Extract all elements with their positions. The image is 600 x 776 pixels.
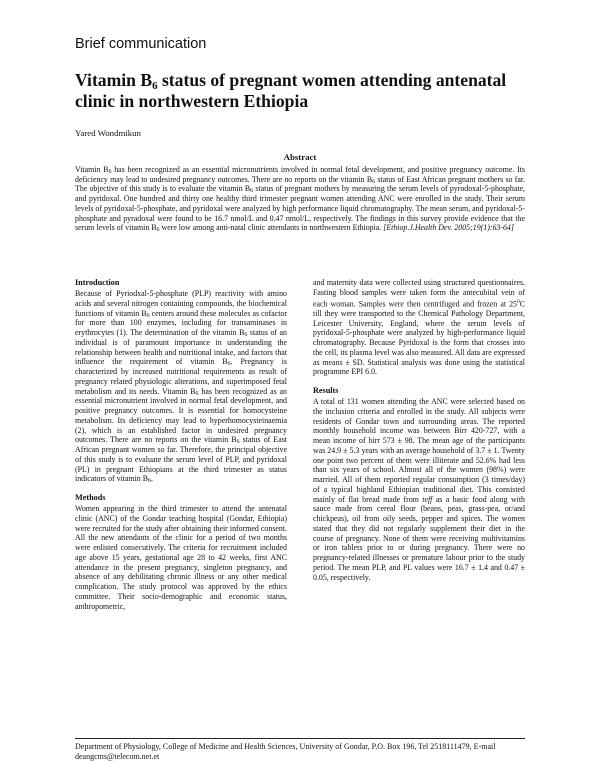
footnote-divider bbox=[75, 738, 525, 739]
right-column bbox=[313, 278, 525, 582]
article-category: Brief communication bbox=[75, 36, 207, 52]
introduction-heading: Introduction bbox=[75, 278, 120, 287]
author-affiliation-footnote: Department of Physiology, College of Medicine and Health Sciences, University of Gondar, P.O. Box 196, Tel 2518111479, E-mail deangcms@telecom.net.et bbox=[75, 742, 496, 761]
methods-paragraph-continued: and maternity data were collected using structured questionnaires. Fasting blood samples were taken form the antecubital vein of each woman. Samples were then centrifuged and frozen at $25^0C$ till they were transported to the Chemical Pathology Department, Leicester University, England, where the serum levels of pyridoxal-5-phosphate were analyzed by high-performance liquid chromatography. Because Pyridoxal is the form that crosses into the cell, its plasma level was also measured. All data are expressed as means ± SD. Statistical analysis was done using the statistical programme EPI 6.0. bbox=[313, 278, 525, 377]
abstract-body: Vitamin $B_6$ has been recognized as an essential micronutrients involved in normal fetal development, and positive pregnancy outcome. Its deficiency may lead to undesired pregnancy outcomes. There are no reports on the vitamin $B_6$ status of East African pregnant mothers so far. The objective of this study is to evaluate the vitamin $B_6$ status of pregnant mothers by measuring the serum levels of pyrodoxal-5-phosphate, and pyridoxal. One hundred and thirty one healthy third trimester pregnant women attending ANC were enrolled in the study. Their serum levels of pyridoxal-5-phosphate, and pyridoxal were analyzed by high performance liquid chromatography. The mean serum, and pyridoxal-5-phosphate and pyradoxal were found to be 16.7 nmol/L and 0.47 nmol/L, respectively. The findings in this survey provide evidence that the serum levels of vitamin $B_6$ were low among anti-natal clinic attendants in northwestern Ethiopia. [Ethiop.J.Health Dev. 2005;19(1):63-64] bbox=[75, 165, 526, 234]
abstract-heading: Abstract bbox=[283, 152, 317, 162]
author-name: Yared Wondmikun bbox=[75, 128, 141, 138]
introduction-paragraph: Because of Pyriodxal-5-phosphate (PLP) reactivity with amino acids and several nitrogen containing compounds, the biochemical functions of vitamin $B_6$ centers around these molecules as cofactor for more than 100 enzymes, including for transaminases in erythrocytes (1). The determination of the vitamin $B_6$ status of an individual is of paramount importance in understanding the relationship between health and nutritional intake, and factors that influence the requirement of vitamin $B_6$. Pregnancy is characterized by increased nutritional requirements as result of pregnancy related physiologic alterations, and superimposed fetal metabolism and its needs. Vitamin $B_6$ has been recognized as an essential micronutrient involved in normal fetal development, and positive pregnancy outcomes. It is essential for homocysteine metabolism. Its deficiency may lead to hyperhomocysteinaemia (2), which is an established factor in undesired pregnancy outcomes. There are no reports on the vitamin $B_6$ status of East African pregnant women so far. Therefore, the principal objective of this study is to evaluate the serum level of PLP, and pyridoxal (PL) in pregnant Ethiopians at the third trimester as status indicators of vitamin $B_6$. bbox=[75, 289, 287, 485]
citation: [Ethiop.J.Health Dev. 2005;19(1):63-64] bbox=[383, 223, 514, 233]
methods-paragraph: Women appearing in the third trimester to attend the antenatal clinic (ANC) of the Gondar teaching hospital (Gondar, Ethiopia) were recruited for the study after obtaining their informed consent. All the new attendants of the clinic for a period of two months were enlisted consecutively. The criteria for recruitment included age above 15 years, gestational age 28 to 42 weeks, first ANC attendance in the present pregnancy, singleton pregnancy, and absence of any debilitating chronic illness or any other medical complication. The study protocol was approved by the ethics committee. Their socio-demographic and economic status, anthropometric, bbox=[75, 504, 287, 611]
article-title: Vitamin $B_6$ status of pregnant women attending antenatal clinic in northwestern Ethiopia bbox=[75, 70, 507, 111]
results-heading: Results bbox=[313, 386, 339, 396]
left-column bbox=[75, 278, 287, 611]
results-paragraph: A total of 131 women attending the ANC were selected based on the inclusion criteria and enrolled in the study. All subjects were residents of Gondar town and surrounding areas. The reported monthly household income was between Birr 420-727, with a mean income of birr 573 ± 98. The mean age of the participants was 24.9 ± 5.3 years with an average household of 3.7 ± 1. Twenty one point two percent of them were illiterate and 52.6% had less than six years of school. Almost all of the women (98%) were married. All of them reported regular consumption (3 times/day) of a typical highland Ethiopian traditional diet. This consisted mainly of flat bread made from teff as a basic food along with sauce made from cereal flour (beans, peas, grass-pea, or/and chickpeas), oil from oily seeds, pepper and spices. The women stated that they did not regularly supplement their diet in the course of pregnancy. None of them were receiving multivitamins or iron tablets prior to or during pregnancy. There were no pregnancy-related illnesses or premature labour prior to the study period. The mean PLP, and PL values were 16.7 ± 1.4 and 0.47 ± 0.05, respectively. bbox=[313, 397, 525, 582]
methods-heading: Methods bbox=[75, 493, 106, 502]
